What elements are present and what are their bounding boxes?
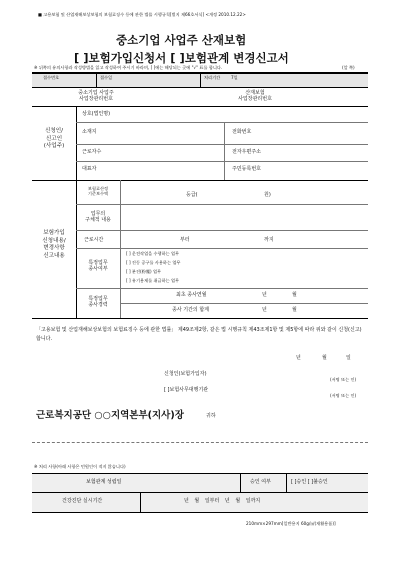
special-career-label: 특정업무 종사경력 <box>88 296 108 309</box>
health-check-label: 건강진단 실시기간 <box>62 498 103 504</box>
applicant-section-label: 신청인/ 신고인 (사업주) <box>43 128 65 150</box>
process-period-value: 7일 <box>231 75 238 80</box>
special-option-driving[interactable]: [ ] 운전작업을 수행하는 업무 <box>126 251 180 256</box>
recipient-name: 근로복지공단 ○○지역본부(지사)장 <box>36 410 184 421</box>
recipient-suffix: 귀하 <box>206 413 216 419</box>
rule <box>32 512 368 513</box>
job-content-label: 업무의 구체적 내용 <box>85 211 111 224</box>
rule <box>76 161 368 162</box>
date-month: 월 <box>322 355 327 361</box>
work-hours-to: 까지 <box>264 237 274 243</box>
special-work-label: 특정업무 종사여부 <box>88 260 108 273</box>
health-check-period: 년 월 일부터 년 월 일까지 <box>184 498 261 504</box>
rule <box>76 248 368 249</box>
rule <box>32 180 368 181</box>
form-title-line1: 중소기업 사업주 산재보험 <box>116 33 247 47</box>
rule <box>32 106 368 107</box>
agent-sign-label: [ ]보험사무대행기관 <box>164 387 209 393</box>
legal-statement: 「고용보험 및 산업재해보상보험의 보험료징수 등에 관한 법률」 제49조제2항, 같은 법 시행규칙 제43조제1항 및 제5항에 따라 위와 같이 신청(신고)합니다. <box>36 327 362 342</box>
agent-sign-note[interactable]: (서명 또는 인) <box>330 393 357 398</box>
date-day: 일 <box>346 355 351 361</box>
phone-label: 전화번호 <box>232 129 252 135</box>
divider <box>240 474 241 492</box>
instruction-note: ※ 뒤쪽의 유의사항과 작성방법을 읽고 작성하여 주시기 바라며, [ ]에는 해당되는 곳에 "√" 표를 합니다. <box>34 65 223 70</box>
location-label: 소재지 <box>82 129 97 135</box>
rule <box>76 144 368 145</box>
page-side: (앞 쪽) <box>342 65 355 70</box>
divider <box>140 492 141 512</box>
grade-label: 등급( <box>186 192 198 198</box>
workers-label: 근로자수 <box>82 149 102 155</box>
applicant-sign-label: 신청인(보험가입자) <box>164 371 207 377</box>
divider <box>286 474 287 492</box>
divider <box>224 122 225 180</box>
rule <box>76 204 368 205</box>
career-start-year: 년 <box>262 292 267 298</box>
insurance-mgmt-no-label: 산재보험 사업장관리번호 <box>238 90 272 103</box>
special-option-dust[interactable]: [ ] 분진(粉塵) 업무 <box>126 269 162 274</box>
career-sum-label: 종사 기간의 합계 <box>172 307 209 313</box>
rule <box>32 87 368 88</box>
email-label: 전자우편주소 <box>232 149 261 155</box>
special-option-vibration[interactable]: [ ] 진동 공구를 사용하는 업무 <box>126 260 181 265</box>
rule <box>76 230 368 231</box>
applicant-sign-note[interactable]: (서명 또는 인) <box>330 377 357 382</box>
receipt-date-label: 접수일 <box>100 75 113 80</box>
rule <box>76 122 368 123</box>
cut-line <box>32 442 368 443</box>
divider <box>120 180 121 318</box>
form-title-line2: [ ]보험가입신청서 [ ]보험관계 변경신고서 <box>74 51 289 65</box>
rule <box>120 303 368 304</box>
career-sum-year: 년 <box>262 307 267 313</box>
approval-options[interactable]: [ ]승인 [ ]불승인 <box>291 479 328 485</box>
career-start-label: 최초 종사연월 <box>176 292 207 298</box>
trade-name-label: 상호(법인명) <box>82 111 111 117</box>
grade-unit: 원) <box>264 192 271 198</box>
work-hours-label: 근로시간 <box>84 237 104 243</box>
receipt-no-label: 접수번호 <box>43 75 60 80</box>
career-start-month: 월 <box>292 292 297 298</box>
date-year: 년 <box>296 355 301 361</box>
base-wage-label: 보험료산정 기준보수액 <box>87 186 109 197</box>
representative-label: 대표자 <box>82 166 97 172</box>
rule <box>32 492 368 493</box>
rrn-label: 주민등록번호 <box>232 166 261 172</box>
processing-note: ※ 처리 사항(아래 사항은 민원인이 적지 않습니다) <box>34 464 126 469</box>
approval-label: 승인 여부 <box>250 479 271 485</box>
work-hours-from: 부터 <box>180 237 190 243</box>
rule <box>32 318 368 319</box>
rule <box>76 288 368 289</box>
career-sum-month: 월 <box>292 307 297 313</box>
divider <box>96 74 97 87</box>
divider <box>76 106 77 180</box>
business-mgmt-no-label: 중소기업 사업주 사업장관리번호 <box>78 90 114 103</box>
special-option-solvent[interactable]: [ ] 유기용제를 취급하는 업무 <box>126 278 180 283</box>
divider <box>200 74 201 87</box>
content-section-label: 보험가입 신청내용/ 변경사항 신고내용 <box>42 230 66 259</box>
establish-date-label: 보험관계 성립일 <box>86 479 122 485</box>
process-period-label: 처리기간 <box>204 75 221 80</box>
law-reference: ■ 고용보험 및 산업재해보상보험의 보험료징수 등에 관한 법률 시행규칙[별지 제66호서식] <개정 2010.12.22> <box>38 12 246 17</box>
paper-spec: 210mm×297mm[일반용지 60g/㎡(재활용품)] <box>246 521 336 526</box>
